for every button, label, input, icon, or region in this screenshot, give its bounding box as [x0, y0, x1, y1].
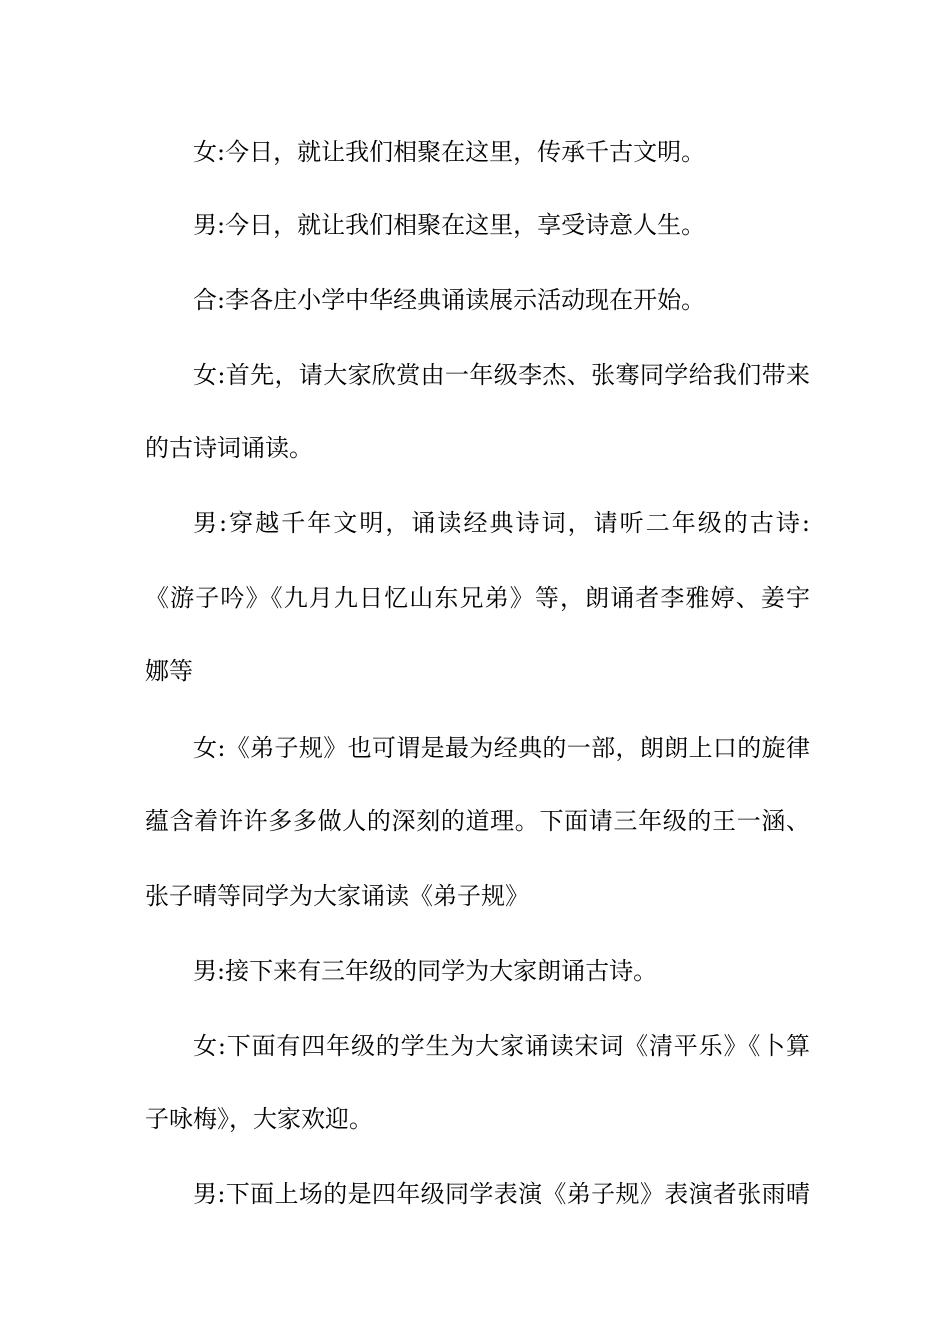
paragraph-line: 女:下面有四年级的学生为大家诵读宋词《清平乐》《卜算 [193, 1032, 810, 1060]
paragraph-line: 男:穿越千年文明，诵读经典诗词，请听二年级的古诗: [193, 509, 810, 537]
paragraph-line: 的古诗词诵读。 [145, 434, 313, 462]
paragraph-line: 子咏梅》，大家欢迎。 [145, 1105, 373, 1133]
paragraph-line: 女:首先，请大家欣赏由一年级李杰、张骞同学给我们带来 [193, 361, 810, 389]
paragraph-line: 张子晴等同学为大家诵读《弟子规》 [145, 882, 529, 910]
paragraph-line: 娜等 [145, 657, 193, 685]
paragraph-line: 男:今日，就让我们相聚在这里，享受诗意人生。 [193, 211, 706, 239]
paragraph-line: 《游子吟》《九月九日忆山东兄弟》等，朗诵者李雅婷、姜宇 [145, 584, 810, 612]
paragraph-line: 男:接下来有三年级的同学为大家朗诵古诗。 [193, 957, 658, 985]
paragraph-line: 男:下面上场的是四年级同学表演《弟子规》表演者张雨晴 [193, 1180, 810, 1208]
paragraph-line: 女:今日，就让我们相聚在这里，传承千古文明。 [193, 138, 706, 166]
paragraph-line: 合:李各庄小学中华经典诵读展示活动现在开始。 [193, 286, 706, 314]
paragraph-line: 女:《弟子规》也可谓是最为经典的一部，朗朗上口的旋律 [193, 734, 810, 762]
paragraph-line: 蕴含着许许多多做人的深刻的道理。下面请三年级的王一涵、 [145, 807, 810, 835]
